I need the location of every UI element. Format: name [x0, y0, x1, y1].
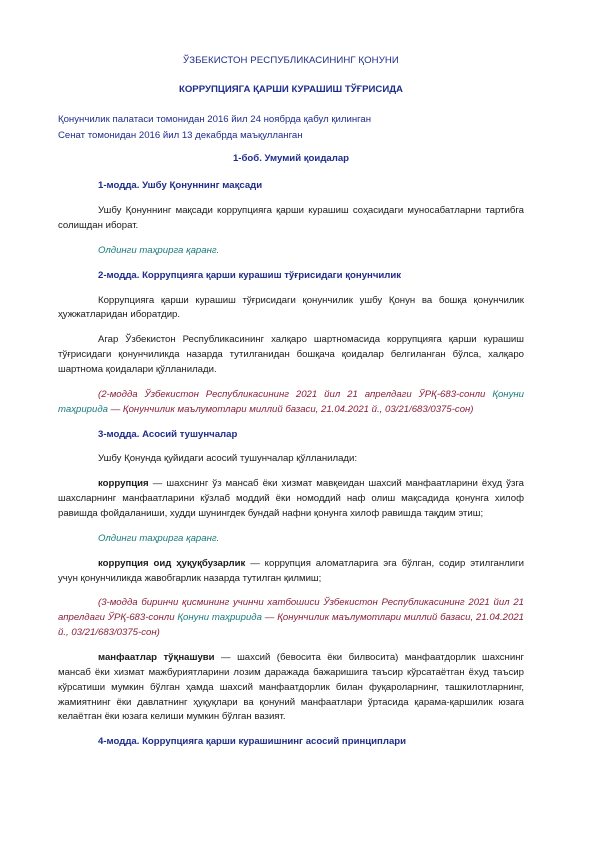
article-2-paragraph-2: Агар Ўзбекистон Республикасининг халқаро шартномасида коррупцияга қарши курашиш тўғрисидаги қонунчиликда назарда тутилганидан бошқача қоидалар белгиланган бўлса, халқаро шартнома қоидалари қўлланилади.: [58, 334, 524, 375]
law-kind: ЎЗБЕКИСТОН РЕСПУБЛИКАСИНИНГ ҚОНУНИ: [183, 55, 399, 66]
article-2-heading: 2-модда. Коррупцияга қарши курашиш тўғрисидаги қонунчилик: [98, 269, 402, 281]
definition-corruption: [58, 477, 524, 522]
law-edition-link[interactable]: Қонуни таҳририда: [58, 388, 524, 415]
edit-note-source: — Қонунчилик маълумотлари миллий базаси, 21.04.2021 й., 03/21/683/0375-сон): [108, 403, 474, 415]
article-1-paragraph: Ушбу Қонуннинг мақсади коррупцияга қарши курашиш соҳасидаги муносабатларни тартибга солишдан иборат.: [58, 205, 524, 231]
article-2-paragraph-1: Коррупцияга қарши курашиш тўғрисидаги қонунчилик ушбу Қонун ва бошқа қонунчилик ҳужжатларидан иборатдир.: [58, 294, 524, 321]
article-3-heading: 3-модда. Асосий тушунчалар: [98, 428, 238, 440]
definition-conflict-of-interest: [58, 651, 524, 725]
law-title: КОРРУПЦИЯГА ҚАРШИ КУРАШИШ ТЎҒРИСИДА: [178, 83, 403, 95]
definition-corruption-offense: [58, 557, 524, 587]
definition-text: — коррупция аломатларига эга бўлган, содир этилганлиги учун қонунчиликда жавобгарлик назарда тутилган қилмиш;: [58, 557, 524, 584]
chapter-1-heading: 1-боб. Умумий қоидалар: [232, 153, 350, 165]
adoption-legislative-chamber: Қонунчилик палатаси томонидан 2016 йил 24 ноябрда қабул қилинган: [58, 113, 372, 125]
article-4-heading: 4-модда. Коррупцияга қарши курашишнинг асосий принциплари: [98, 736, 407, 748]
previous-edition-link[interactable]: Олдинги таҳрирга қаранг.: [98, 244, 220, 256]
definition-text: — шахснинг ўз мансаб ёки хизмат мавқеидан шахсий манфаатларини ёхуд ўзга шахсларнинг манфаатларини кўзлаб моддий ёки номоддий наф олиш мақсадида қонунга хилоф равишда фойдаланиши, худди шунингдек бундай нафни қонунга хилоф равишда тақдим этиш;: [58, 478, 524, 519]
article-1-heading: 1-модда. Ушбу Қонуннинг мақсади: [98, 180, 263, 192]
previous-edition-link[interactable]: Олдинги таҳрирга қаранг.: [98, 532, 220, 544]
edit-note-text: (3-модда биринчи қисмининг учинчи хатбошиси Ўзбекистон Республикасининг 2021 йил 21 апрелдаги ЎРҚ-683-сонли: [58, 597, 524, 624]
edit-note-text: (2-модда Ўзбекистон Республикасининг 2021 йил 21 апрелдаги ЎРҚ-683-сонли: [98, 388, 493, 400]
law-edition-link[interactable]: Қонуни таҳририда: [177, 612, 262, 624]
edit-note-source: — Қонунчилик маълумотлари миллий базаси, 21.04.2021 й., 03/21/683/0375-сон): [58, 612, 525, 639]
approval-senate: Сенат томонидан 2016 йил 13 декабрда маъқулланган: [58, 129, 303, 141]
term-conflict-of-interest: манфаатлар тўқнашуви: [98, 652, 215, 663]
article-3-intro: Ушбу Қонунда қуйидаги асосий тушунчалар қўлланилади:: [98, 453, 358, 465]
term-corruption: коррупция: [98, 478, 149, 490]
term-corruption-offense: коррупция оид ҳуқуқбузарлик: [98, 557, 246, 569]
article-2-edit-note: [58, 388, 524, 418]
definition-text: — шахсий (бевосита ёки билвосита) манфаатдорлик шахснинг мансаб ёки хизмат мажбуриятларини лозим даражада бажаришига таъсир кўрсатаётган ёхуд таъсир кўрсатиши мумкин бўлган ҳамда шахсий манфаатдорлик билан фуқароларнинг, ташкилотларнинг, жамиятнинг ёки давлатнинг ҳуқуқлари ва қонуний манфаатлари ўртасида қарама-қаршилик юзага келаётган ёки юзага келиши мумкин бўлган вазият.: [58, 652, 525, 723]
article-3-edit-note: [58, 596, 524, 641]
